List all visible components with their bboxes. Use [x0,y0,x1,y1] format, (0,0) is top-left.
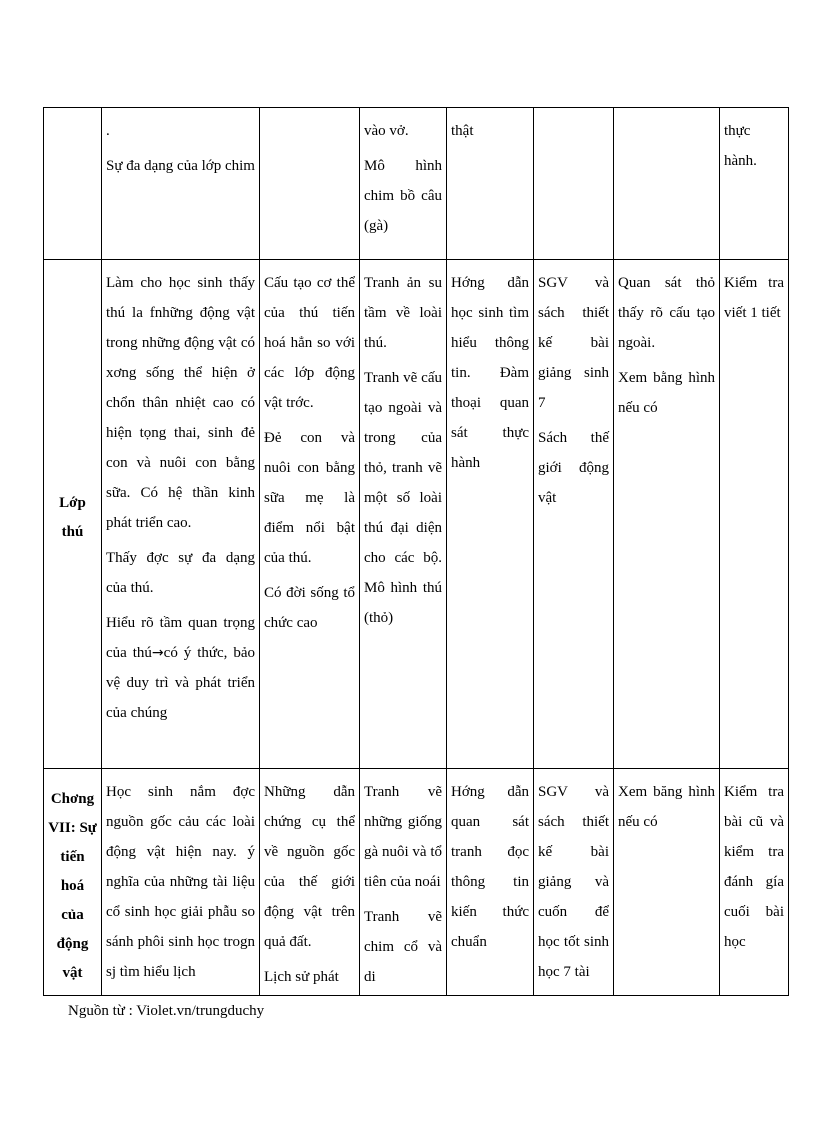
materials-cell [360,769,447,996]
materials-text: Tranh vẽ những giống gà nuôi và tổ tiên của noái [364,784,442,890]
topic-cell [44,108,102,260]
assessment-cell [720,769,789,996]
content-cell [260,769,360,996]
table-row [44,260,789,769]
objectives-text: . [106,123,110,139]
content-text: Lịch sử phát [264,969,339,985]
topic-cell: Lớp thú [44,260,102,769]
objectives-cell [102,260,260,769]
materials-cell [360,108,447,260]
objectives-text: Thấy đợc sự đa dạng của thú. [106,550,255,596]
content-text: Cấu tạo cơ thể của thú tiến hoá hẳn so với các lớp động vật trớc. [264,275,355,411]
activities-cell [614,769,720,996]
activities-cell [614,260,720,769]
methods-text: Hớng dẫn học sinh tìm hiểu thông tin. Đàm thoại quan sát thực hành [451,275,529,471]
assessment-cell [720,260,789,769]
materials-text: Mô hình chim bồ câu (gà) [364,158,442,234]
objectives-text [106,608,255,728]
materials-text: Tranh vẽ cấu tạo ngoài và trong của thỏ, tranh vẽ một số loài thú đại diện cho các bộ. Mô hình thú (thỏ) [364,370,442,626]
source-note: Nguồn từ : Violet.vn/trungduchy [68,1003,265,1019]
objectives-cell [102,108,260,260]
assessment-text: Kiểm tra viết 1 tiết [724,275,784,321]
activities-text: Xem bằng hình nếu có [618,370,715,416]
objectives-text: Học sinh nắm đợc nguồn gốc cảu các loài động vật hiện nay. ý nghĩa của những tài liệu cổ sinh học giải phẫu so sánh phôi sinh học trogn sj tìm hiểu lịch [106,784,255,980]
assessment-cell [720,108,789,260]
content-text: Đẻ con và nuôi con bằng sữa mẹ là điểm nổi bật của thú. [264,430,355,566]
methods-cell [447,260,534,769]
table-row [44,108,789,260]
objectives-text: Làm cho học sinh thấy thú la fnhững động vật trong những động vật có xơng sống thể hiện ở chổn thân nhiệt cao có hiện tọng thai, sinh đẻ con và nuôi con bằng sữa. Có hệ thần kinh phát triển cao. [106,275,255,531]
content-text: Có đời sống tổ chức cao [264,585,355,631]
table-row [44,769,789,996]
activities-cell [614,108,720,260]
materials-text: vào vở. [364,123,409,139]
references-text: SGV và sách thiết kế bài giảng và cuốn để học tốt sinh học 7 tài [538,784,609,980]
references-cell [534,260,614,769]
methods-text: Hớng dẫn quan sát tranh đọc thông tin kiến thức chuẩn [451,784,529,950]
references-text: Sách thế giới động vật [538,430,609,506]
activities-text: Xem băng hình nếu có [618,784,715,830]
references-cell [534,108,614,260]
references-cell [534,769,614,996]
objectives-text-part: có ý thức, bảo vệ duy trì và phát triển của chúng [106,645,255,721]
objectives-text: Sự đa dạng của lớp chim [106,158,255,174]
objectives-text-part: Hiểu rõ tầm quan trọng của thú [106,615,255,661]
materials-text: Tranh vẽ chim cổ và di [364,909,442,985]
content-cell [260,260,360,769]
references-text: SGV và sách thiết kế bài giảng sinh 7 [538,275,609,411]
lesson-plan-table [43,107,789,996]
methods-cell [447,108,534,260]
methods-cell [447,769,534,996]
content-text: Những dẫn chứng cụ thể về nguồn gốc của thế giới động vật trên quả đất. [264,784,355,950]
materials-text: Tranh ản su tầm về loài thú. [364,275,442,351]
arrow-right-icon: → [151,645,164,661]
activities-text: Quan sát thỏ thấy rõ cấu tạo ngoài. [618,275,715,351]
content-cell [260,108,360,260]
methods-text: thật [451,123,474,139]
assessment-text: Kiểm tra bài cũ và kiểm tra đánh gía cuối bài học [724,784,784,950]
objectives-cell [102,769,260,996]
topic-cell: Chơng VII: Sự tiến hoá của động vật [44,769,102,996]
assessment-text: thực hành. [724,123,757,169]
materials-cell [360,260,447,769]
